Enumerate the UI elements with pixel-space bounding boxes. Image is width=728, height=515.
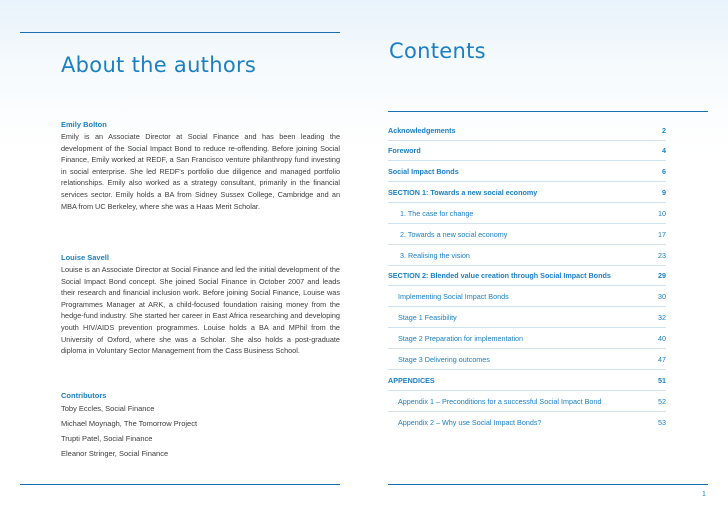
toc-entry-social-impact-bonds[interactable]	[388, 167, 666, 178]
toc-page: 51	[658, 376, 666, 385]
toc-label: Stage 1 Feasibility	[398, 313, 457, 322]
contributors-heading: Contributors	[61, 391, 107, 400]
toc-page: 9	[662, 188, 666, 197]
toc-label: 1. The case for change	[400, 209, 474, 218]
toc-entry-foreword[interactable]	[388, 146, 666, 157]
toc-divider	[388, 285, 666, 286]
toc-page: 30	[658, 292, 666, 301]
toc-divider	[388, 348, 666, 349]
left-top-rule	[20, 32, 340, 33]
author-bio-1: Emily is an Associate Director at Social Finance and has been leading the development of the Social Impact Bond to reduce re-offending. Before joining Social Finance, Emily worked at REDF, a San Francisco venture philanthropy fund investing in social enterprise. She led REDF's portfolio due diligence and managed portfolio relationships. Emily also worked as a strategy consultant, primarily in the financial services sector. Emily holds a BA from Sidney Sussex College, Cambridge and an MBA from UC Berkeley, where she was a Haas Merit Scholar.	[61, 132, 340, 211]
toc-page: 6	[662, 167, 666, 176]
toc-label: APPENDICES	[388, 376, 435, 385]
toc-page: 32	[658, 313, 666, 322]
toc-divider	[388, 369, 666, 370]
toc-page: 52	[658, 397, 666, 406]
toc-page: 53	[658, 418, 666, 427]
left-bottom-rule	[20, 484, 340, 485]
toc-entry-stage-2[interactable]	[388, 334, 666, 345]
author-name-1: Emily Bolton	[61, 120, 107, 129]
toc-divider	[388, 181, 666, 182]
toc-divider	[388, 160, 666, 161]
toc-label: 3. Realising the vision	[400, 251, 470, 260]
toc-entry-stage-3[interactable]	[388, 355, 666, 366]
toc-page: 4	[662, 146, 666, 155]
author-bio-2: Louise is an Associate Director at Social Finance and led the initial development of the Social Impact Bond concept. She joined Social Finance in October 2007 and leads their research and financial inclusion work. Before joining Social Finance, Louise was Programmes Manager at ARK, a child-focused foundation raising money from the hedge-fund industry. She started her career in East Africa researching and developing youth HIV/AIDS prevention programmes. Louise holds a BA and MPhil from the University of Oxford, where she was a Scholar. She also holds a post-graduate diploma in Voluntary Sector Management from the Cass Business School.	[61, 265, 340, 356]
toc-page: 10	[658, 209, 666, 218]
toc-label: Social Impact Bonds	[388, 167, 459, 176]
toc-page: 2	[662, 126, 666, 135]
contributor-4: Eleanor Stringer, Social Finance	[61, 449, 169, 458]
toc-divider	[388, 140, 666, 141]
toc-label: Appendix 1 – Preconditions for a successful Social Impact Bond	[398, 397, 602, 406]
toc-page: 23	[658, 251, 666, 260]
contributor-1: Toby Eccles, Social Finance	[61, 404, 155, 413]
contributor-2: Michael Moynagh, The Tomorrow Project	[61, 419, 198, 428]
toc-entry-realising-vision[interactable]	[388, 251, 666, 262]
toc-entry-case-for-change[interactable]	[388, 209, 666, 220]
right-top-rule	[388, 111, 708, 112]
toc-divider	[388, 411, 666, 412]
toc-page: 40	[658, 334, 666, 343]
toc-entry-appendix-1[interactable]	[388, 397, 666, 408]
toc-entry-implementing[interactable]	[388, 292, 666, 303]
author-name-2: Louise Savell	[61, 253, 109, 262]
toc-entry-new-social-economy[interactable]	[388, 230, 666, 241]
toc-label: Stage 2 Preparation for implementation	[398, 334, 524, 343]
toc-divider	[388, 244, 666, 245]
toc-label: Foreword	[388, 146, 421, 155]
toc-divider	[388, 306, 666, 307]
toc-entry-section-2[interactable]	[388, 271, 666, 282]
toc-label: Acknowledgements	[388, 126, 456, 135]
toc-label: Implementing Social Impact Bonds	[398, 292, 509, 301]
toc-divider	[388, 390, 666, 391]
right-bottom-rule	[388, 484, 708, 485]
toc-label: SECTION 1: Towards a new social economy	[388, 188, 538, 197]
toc-entry-acknowledgements[interactable]	[388, 126, 666, 137]
toc-divider	[388, 202, 666, 203]
toc-page: 47	[658, 355, 666, 364]
toc-label: Appendix 2 – Why use Social Impact Bonds?	[398, 418, 542, 427]
toc-page: 17	[658, 230, 666, 239]
about-title: About the authors	[61, 53, 257, 77]
toc-label: SECTION 2: Blended value creation through Social Impact Bonds	[388, 271, 611, 280]
toc-entry-section-1[interactable]	[388, 188, 666, 199]
toc-label: Stage 3 Delivering outcomes	[398, 355, 490, 364]
toc-entry-stage-1[interactable]	[388, 313, 666, 324]
toc-entry-appendix-2[interactable]	[388, 418, 666, 429]
page-number: 1	[702, 491, 706, 498]
toc-divider	[388, 223, 666, 224]
contributor-3: Trupti Patel, Social Finance	[61, 434, 153, 443]
toc-entry-appendices[interactable]	[388, 376, 666, 387]
toc-divider	[388, 265, 666, 266]
toc-page: 29	[658, 271, 666, 280]
toc-label: 2. Towards a new social economy	[400, 230, 508, 239]
contents-title: Contents	[389, 39, 486, 63]
toc-divider	[388, 327, 666, 328]
